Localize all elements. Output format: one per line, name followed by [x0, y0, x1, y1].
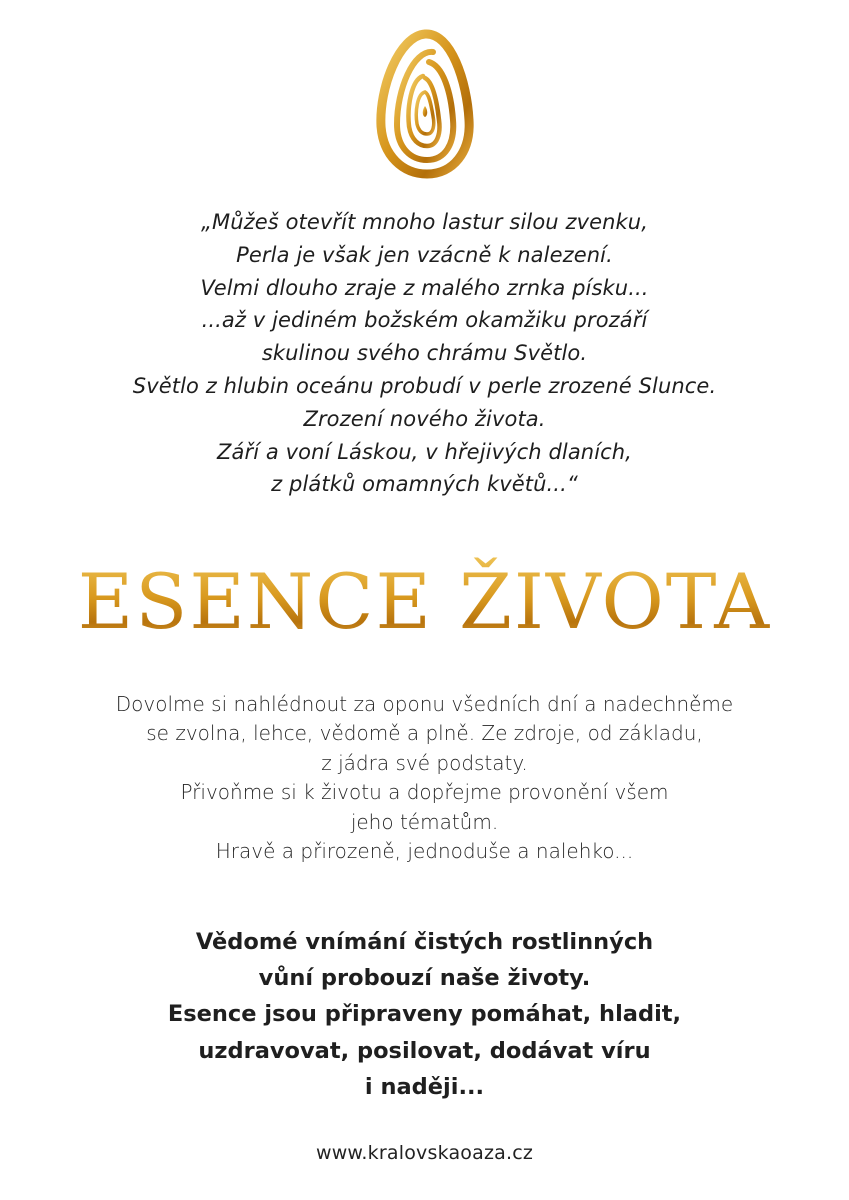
intro-line: Hravě a přirozeně, jednoduše a nalehko...: [215, 839, 634, 864]
intro-line: Dovolme si nahlédnout za oponu všedních dní a nadechněme: [115, 692, 734, 716]
highlight-line: Vědomé vnímání čistých rostlinných: [195, 929, 654, 955]
poem-line: Září a voní Láskou, v hřejivých dlaních,: [217, 439, 632, 464]
intro-line: z jádra své podstaty.: [321, 750, 528, 775]
intro-line: Přivoňme si k životu a dopřejme provonění všem: [180, 780, 669, 805]
poem-line: „Můžeš otevřít mnoho lastur silou zvenku,: [201, 210, 648, 234]
highlight-line: vůní probouzí naše životy.: [258, 965, 591, 992]
website-link[interactable]: www.kralovskaoaza.cz: [315, 1142, 534, 1164]
intro-line: se zvolna, lehce, vědomě a plně. Ze zdroje, od základu,: [146, 721, 703, 746]
poem-line: Světlo z hlubin oceánu probudí v perle zrozené Slunce.: [132, 373, 717, 398]
poem-line: Velmi dlouho zraje z malého zrnka písku...: [200, 275, 649, 300]
poem-line: ...až v jediném božském okamžiku prozáří: [201, 308, 648, 333]
poem-line: Zrození nového života.: [303, 406, 546, 431]
golden-pearl-egg-icon: [373, 28, 477, 180]
poem-quote: [0, 206, 849, 501]
highlight-paragraph: [0, 924, 849, 1105]
highlight-line: Esence jsou připraveny pomáhat, hladit,: [167, 1001, 682, 1028]
poem-line: Perla je však jen vzácně k nalezení.: [236, 242, 613, 267]
poem-line: skulinou svého chrámu Světlo.: [261, 341, 588, 366]
poem-line: z plátků omamných květů...“: [271, 472, 578, 497]
page-title: ESENCE ŽIVOTA: [0, 552, 849, 652]
intro-line: jeho tématům.: [350, 809, 499, 834]
highlight-line: i naději...: [364, 1073, 485, 1100]
highlight-line: uzdravovat, posilovat, dodávat víru: [198, 1037, 651, 1064]
intro-paragraph: [0, 690, 849, 866]
